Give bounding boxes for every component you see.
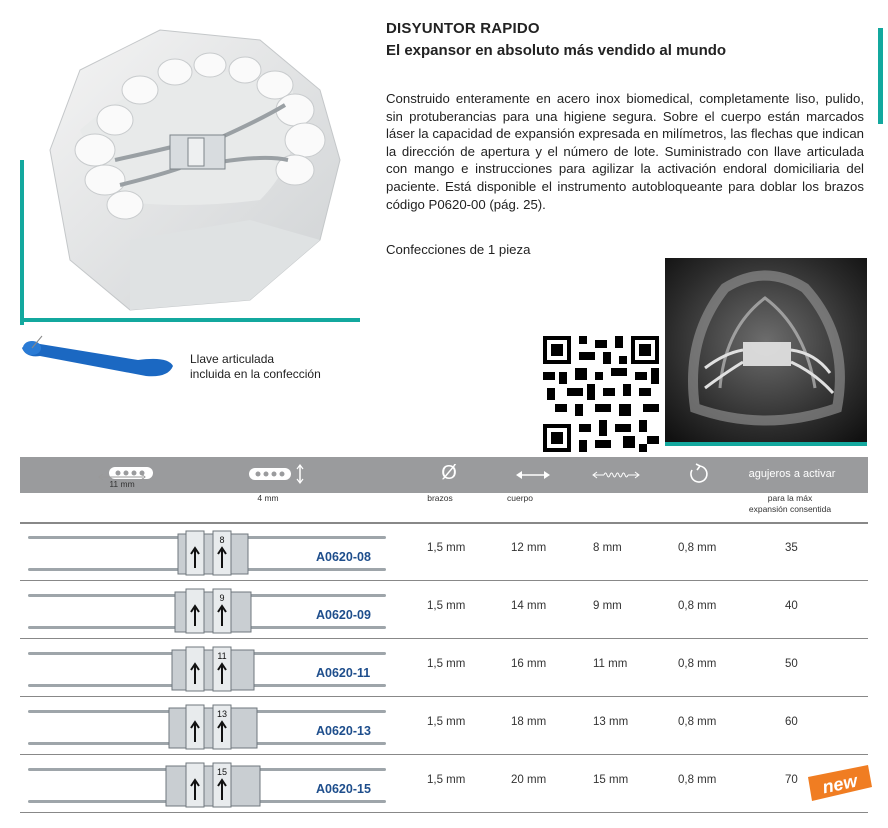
product-description: Construido enteramente en acero inox biomedical, completamente liso, pulido, sin protuberancias para una higiene segura. Sobre el cuerpo están marcados láser la capacidad de expansión expresada en milímetros, las flechas que indican la dirección de apertura y el número de lote. Suministrado con llave articulada con mango e instrucciones para agilizar la activación endoral domiciliaria del paciente. Está disponible el instrumento autobloqueante para doblar los brazos código P0620-00 (pág. 25). xyxy=(386,91,864,212)
cell-holes: 50 xyxy=(785,658,798,670)
expansion-spring-icon xyxy=(592,469,640,481)
cell-expansion: 8 mm xyxy=(593,542,622,554)
cell-wire: 0,8 mm xyxy=(678,600,717,612)
cell-expansion: 15 mm xyxy=(593,774,629,786)
cell-arms: 1,5 mm xyxy=(427,600,466,612)
cell-wire: 0,8 mm xyxy=(678,542,717,554)
table-row xyxy=(20,524,868,581)
product-code: A0620-11 xyxy=(316,666,371,680)
cell-arms: 1,5 mm xyxy=(427,716,466,728)
pack-note: Confecciones de 1 pieza xyxy=(386,242,531,257)
cell-body: 12 mm xyxy=(511,542,547,554)
col-holes-sub: 11 mm xyxy=(109,479,135,489)
accent-frame-vertical xyxy=(20,160,24,325)
cell-arms: 1,5 mm xyxy=(427,542,466,554)
cell-holes: 70 xyxy=(785,774,798,786)
expander-marking: 11 xyxy=(217,651,227,661)
accent-frame-horizontal xyxy=(20,318,360,322)
expander-marking: 8 xyxy=(219,535,225,545)
body-length-icon xyxy=(514,469,552,481)
xray-accent-bar xyxy=(665,442,867,446)
cell-wire: 0,8 mm xyxy=(678,774,717,786)
key-caption-line2: incluida en la confección xyxy=(190,367,321,381)
xray-image xyxy=(665,258,867,444)
table-row xyxy=(20,582,868,639)
new-badge xyxy=(802,763,874,803)
col-height-sub: 4 mm xyxy=(257,493,279,503)
diameter-icon: Ø xyxy=(441,462,457,484)
cell-body: 20 mm xyxy=(511,774,547,786)
expander-marking: 13 xyxy=(216,709,228,719)
cell-body: 18 mm xyxy=(511,716,547,728)
table-row xyxy=(20,698,868,755)
col-activate-sub xyxy=(740,493,840,515)
table-row xyxy=(20,640,868,697)
table-row xyxy=(20,756,868,813)
cell-arms: 1,5 mm xyxy=(427,774,466,786)
cell-holes: 35 xyxy=(785,542,798,554)
product-code: A0620-08 xyxy=(316,550,371,564)
cell-holes: 40 xyxy=(785,600,798,612)
product-code: A0620-13 xyxy=(316,724,371,738)
page-accent-bar xyxy=(878,28,883,124)
rotation-icon xyxy=(688,463,710,485)
cell-body: 14 mm xyxy=(511,600,547,612)
key-caption-line1: Llave articulada xyxy=(190,352,275,366)
product-code: A0620-09 xyxy=(316,608,371,622)
key-image xyxy=(18,330,178,380)
cell-expansion: 9 mm xyxy=(593,600,622,612)
col-body-sub: cuerpo xyxy=(507,493,533,503)
expander-marking: 9 xyxy=(219,593,225,603)
expander-marking: 15 xyxy=(216,767,228,777)
new-badge-text: new xyxy=(820,770,859,798)
product-title: DISYUNTOR RAPIDO xyxy=(386,20,540,37)
holes-to-activate-label: agujeros a activar xyxy=(748,468,836,480)
col-activate-sub-line2: expansión consentida xyxy=(748,504,832,514)
key-caption xyxy=(190,352,321,382)
col-activate-sub-line1: para la máx xyxy=(767,493,813,503)
cell-expansion: 13 mm xyxy=(593,716,629,728)
screw-height-icon xyxy=(248,464,308,484)
cell-wire: 0,8 mm xyxy=(678,716,717,728)
dental-model-image xyxy=(20,10,360,320)
qr-code[interactable] xyxy=(543,336,659,452)
product-subtitle: El expansor en absoluto más vendido al mundo xyxy=(386,42,727,59)
cell-body: 16 mm xyxy=(511,658,547,670)
cell-wire: 0,8 mm xyxy=(678,658,717,670)
col-arms-sub: brazos xyxy=(427,493,453,503)
cell-expansion: 11 mm xyxy=(593,658,628,670)
cell-arms: 1,5 mm xyxy=(427,658,466,670)
product-code: A0620-15 xyxy=(316,782,371,796)
cell-holes: 60 xyxy=(785,716,798,728)
width-arrow-icon xyxy=(98,474,146,480)
